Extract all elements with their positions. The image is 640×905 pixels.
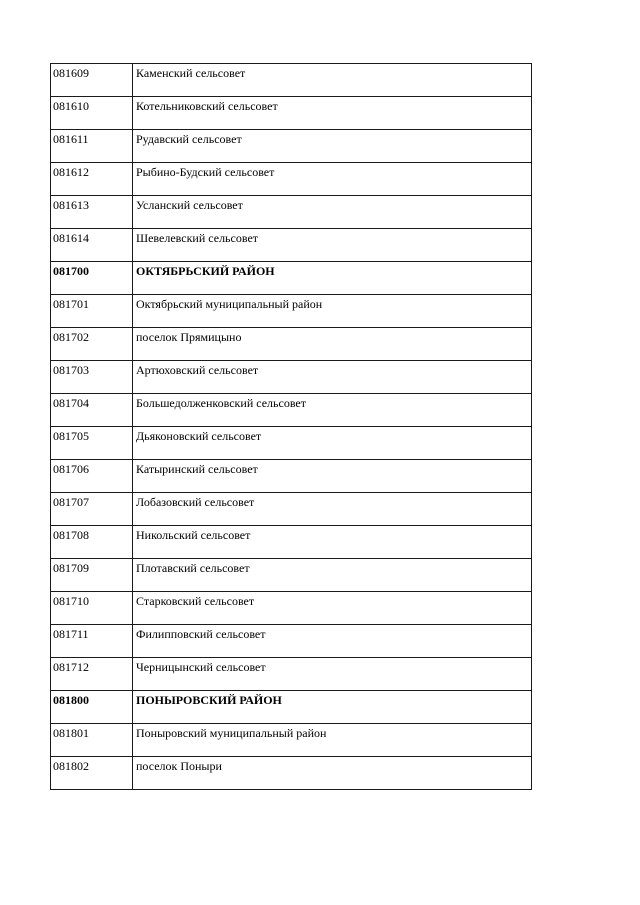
row-name: поселок Прямицыно (133, 328, 532, 361)
row-name: Черницынский сельсовет (133, 658, 532, 691)
table-row (51, 394, 532, 427)
table-row (51, 64, 532, 97)
row-name: Рыбино-Будский сельсовет (133, 163, 532, 196)
row-code: 081708 (51, 526, 133, 559)
table-row (51, 361, 532, 394)
row-name: Октябрьский муниципальный район (133, 295, 532, 328)
table-row (51, 229, 532, 262)
row-code: 081705 (51, 427, 133, 460)
table-row (51, 658, 532, 691)
registry-table (50, 63, 532, 790)
row-code: 081702 (51, 328, 133, 361)
row-code: 081609 (51, 64, 133, 97)
table-row (51, 526, 532, 559)
table-row (51, 559, 532, 592)
row-name: Рудавский сельсовет (133, 130, 532, 163)
row-name: Плотавский сельсовет (133, 559, 532, 592)
row-code: 081712 (51, 658, 133, 691)
registry-table-body (51, 64, 532, 790)
row-code: 081710 (51, 592, 133, 625)
row-code: 081612 (51, 163, 133, 196)
row-code: 081704 (51, 394, 133, 427)
row-name: Котельниковский сельсовет (133, 97, 532, 130)
row-code: 081802 (51, 757, 133, 790)
row-name: поселок Поныри (133, 757, 532, 790)
row-name: Никольский сельсовет (133, 526, 532, 559)
row-code: 081709 (51, 559, 133, 592)
row-code: 081711 (51, 625, 133, 658)
row-code: 081707 (51, 493, 133, 526)
row-name: ОКТЯБРЬСКИЙ РАЙОН (133, 262, 532, 295)
row-code: 081700 (51, 262, 133, 295)
row-name: Старковский сельсовет (133, 592, 532, 625)
row-name: Филипповский сельсовет (133, 625, 532, 658)
table-row-district-header (51, 262, 532, 295)
row-name: Лобазовский сельсовет (133, 493, 532, 526)
table-row (51, 757, 532, 790)
table-row (51, 328, 532, 361)
row-code: 081801 (51, 724, 133, 757)
row-name: Поныровский муниципальный район (133, 724, 532, 757)
row-name: Катыринский сельсовет (133, 460, 532, 493)
row-code: 081614 (51, 229, 133, 262)
table-row (51, 163, 532, 196)
row-name: Усланский сельсовет (133, 196, 532, 229)
table-row (51, 625, 532, 658)
row-name: ПОНЫРОВСКИЙ РАЙОН (133, 691, 532, 724)
row-name: Шевелевский сельсовет (133, 229, 532, 262)
table-row (51, 427, 532, 460)
row-code: 081611 (51, 130, 133, 163)
table-row (51, 196, 532, 229)
row-name: Большедолженковский сельсовет (133, 394, 532, 427)
table-row (51, 97, 532, 130)
row-name: Дьяконовский сельсовет (133, 427, 532, 460)
table-row (51, 592, 532, 625)
table-row-district-header (51, 691, 532, 724)
row-code: 081706 (51, 460, 133, 493)
row-name: Каменский сельсовет (133, 64, 532, 97)
row-code: 081613 (51, 196, 133, 229)
table-row (51, 724, 532, 757)
row-code: 081610 (51, 97, 133, 130)
row-code: 081703 (51, 361, 133, 394)
row-name: Артюховский сельсовет (133, 361, 532, 394)
table-row (51, 295, 532, 328)
table-row (51, 130, 532, 163)
row-code: 081701 (51, 295, 133, 328)
table-row (51, 460, 532, 493)
table-row (51, 493, 532, 526)
row-code: 081800 (51, 691, 133, 724)
